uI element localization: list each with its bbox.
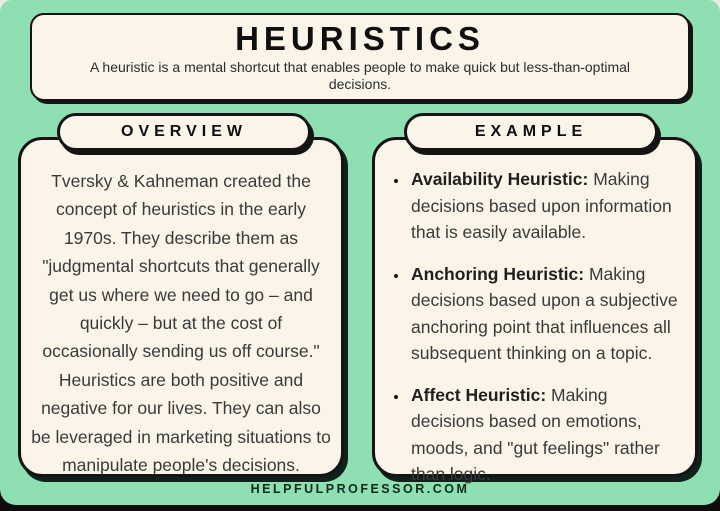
term-definition: Making decisions based upon information that is easily available.	[411, 169, 672, 242]
page-title: HEURISTICS	[235, 20, 485, 57]
overview-panel	[18, 137, 344, 477]
example-list	[375, 140, 695, 511]
term-definition: Making decisions based upon a subjective anchoring point that influences all subsequent thinking on a topic.	[411, 263, 678, 363]
term-label: Affect Heuristic:	[411, 384, 547, 405]
term-label: Anchoring Heuristic:	[411, 263, 585, 284]
page-subtitle: A heuristic is a mental shortcut that enables people to make quick but less-than-optimal decisions.	[89, 59, 631, 92]
website-url: HELPFULPROFESSOR.COM	[250, 482, 470, 496]
overview-section-header	[57, 113, 311, 151]
list-item-anchoring-heuristic	[409, 261, 683, 367]
example-panel	[372, 137, 698, 484]
example-section-header	[404, 113, 658, 151]
term-definition: Making decisions based on emotions, moods, and "gut feelings" rather than logic.	[411, 384, 660, 484]
term-label: Availability Heuristic:	[411, 169, 589, 189]
list-item-availability-heuristic	[409, 166, 683, 246]
header-box	[30, 13, 690, 101]
overview-section-label: OVERVIEW	[121, 123, 247, 140]
example-section-label: EXAMPLE	[474, 123, 588, 140]
overview-text: Tversky & Kahneman created the concept of heuristics in the early 1970s. They describe them as "judgmental shortcuts that generally get us where we need to go – and quickly – but at the cost of occasionally sending us off course." Heuristics are both positive and negative for our lives. They can also be leveraged in marketing situations to manipulate people's decisions.	[31, 171, 331, 476]
list-item-affect-heuristic	[409, 382, 683, 488]
